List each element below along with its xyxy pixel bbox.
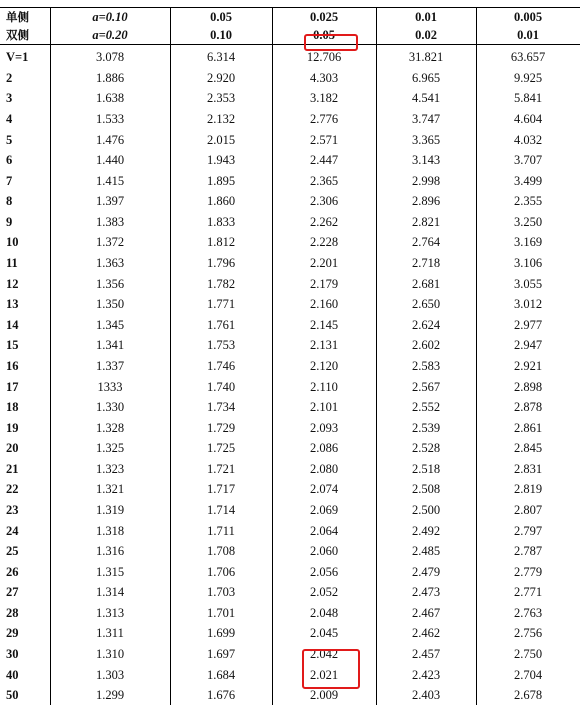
degrees-of-freedom-cell: 26 xyxy=(6,564,19,579)
one-tail-alpha: 0.01 xyxy=(376,8,476,27)
degrees-of-freedom-cell: 14 xyxy=(6,317,19,332)
table-row xyxy=(0,150,580,171)
critical-value-cell: 1.699 xyxy=(206,626,236,641)
critical-value-cell: 2.353 xyxy=(206,91,236,106)
critical-value-cell: 2.485 xyxy=(411,544,441,559)
column-divider xyxy=(476,7,477,705)
table-row xyxy=(0,129,580,150)
critical-value-cell: 3.182 xyxy=(309,91,339,106)
critical-value-cell: 3.106 xyxy=(513,256,543,271)
degrees-of-freedom-cell: 12 xyxy=(6,276,19,291)
one-tail-header-row xyxy=(0,8,580,27)
table-row xyxy=(0,561,580,582)
critical-value-cell: 1.319 xyxy=(95,503,125,517)
column-divider xyxy=(170,7,171,705)
degrees-of-freedom-cell: 22 xyxy=(6,482,19,497)
two-tail-label: 双侧 xyxy=(0,26,50,45)
degrees-of-freedom-cell: 20 xyxy=(6,441,19,456)
critical-value-cell: 1.316 xyxy=(95,544,125,559)
critical-value-cell: 1.363 xyxy=(95,256,125,271)
critical-value-cell: 2.779 xyxy=(513,564,543,579)
critical-value-cell: 2.921 xyxy=(513,358,543,373)
critical-value-cell: 2.060 xyxy=(309,544,339,559)
critical-value-cell: 1.356 xyxy=(95,276,125,291)
critical-value-cell: 1.740 xyxy=(206,379,236,394)
critical-value-cell: 31.821 xyxy=(408,50,444,65)
two-tail-header-row xyxy=(0,26,580,45)
critical-value-cell: 2.074 xyxy=(309,482,339,497)
critical-value-cell: 3.365 xyxy=(411,132,441,147)
critical-value-cell: 2.650 xyxy=(411,297,441,312)
critical-value-cell: 2.896 xyxy=(411,194,441,209)
critical-value-cell: 1.350 xyxy=(95,297,125,312)
column-divider xyxy=(272,7,273,705)
critical-value-cell: 1.415 xyxy=(95,173,125,188)
critical-value-cell: 2.567 xyxy=(411,379,441,394)
critical-value-cell: 1.533 xyxy=(95,112,125,127)
table-body xyxy=(0,45,580,706)
degrees-of-freedom-cell: 29 xyxy=(6,626,19,641)
critical-value-cell: 1.734 xyxy=(206,400,236,415)
critical-value-cell: 2.306 xyxy=(309,194,339,209)
critical-value-cell: 3.012 xyxy=(513,297,543,312)
critical-value-cell: 1.721 xyxy=(206,461,236,476)
degrees-of-freedom-cell: 15 xyxy=(6,338,19,353)
critical-value-cell: 1.476 xyxy=(95,132,125,147)
degrees-of-freedom-cell: 30 xyxy=(6,647,19,662)
critical-value-cell: 1.313 xyxy=(95,605,125,620)
critical-value-cell: 2.045 xyxy=(309,626,339,641)
table-row xyxy=(0,253,580,274)
critical-value-cell: 2.093 xyxy=(309,420,339,435)
critical-value-cell: 2.179 xyxy=(309,276,339,291)
critical-value-cell: 1.676 xyxy=(206,688,236,703)
critical-value-cell: 1.325 xyxy=(95,441,125,456)
table-row xyxy=(0,520,580,541)
critical-value-cell: 1.440 xyxy=(95,153,125,168)
critical-value-cell: 2.678 xyxy=(513,688,543,703)
critical-value-cell: 2.120 xyxy=(309,358,339,373)
critical-value-cell: 2.539 xyxy=(411,420,441,435)
degrees-of-freedom-cell: 17 xyxy=(6,379,19,394)
critical-value-cell: 1.383 xyxy=(95,214,125,229)
degrees-of-freedom-cell: 27 xyxy=(6,585,19,600)
critical-value-cell: 2.704 xyxy=(513,667,543,682)
critical-value-cell: 2.878 xyxy=(513,400,543,415)
critical-value-cell: 1.318 xyxy=(95,523,125,538)
table-row xyxy=(0,170,580,191)
critical-value-cell: 2.080 xyxy=(309,461,339,476)
critical-value-cell: 2.056 xyxy=(309,564,339,579)
critical-value-cell: 1.303 xyxy=(95,667,125,682)
critical-value-cell: 2.201 xyxy=(309,256,339,271)
critical-value-cell: 2.131 xyxy=(309,338,339,353)
critical-value-cell: 2.518 xyxy=(411,461,441,476)
critical-value-cell: 2.508 xyxy=(411,482,441,497)
table-row xyxy=(0,212,580,233)
column-divider xyxy=(376,7,377,705)
critical-value-cell: 1.315 xyxy=(95,564,125,579)
table-row xyxy=(0,45,580,68)
critical-value-cell: 1.812 xyxy=(206,235,236,250)
critical-value-cell: 2.403 xyxy=(411,688,441,703)
critical-value-cell: 1.943 xyxy=(206,153,236,168)
critical-value-cell: 2.052 xyxy=(309,585,339,600)
critical-value-cell: 1.311 xyxy=(96,626,124,641)
critical-value-cell: 2.898 xyxy=(513,379,543,394)
table-row xyxy=(0,541,580,562)
critical-value-cell: 1333 xyxy=(97,379,123,394)
critical-value-cell: 1.782 xyxy=(206,276,236,291)
critical-value-cell: 1.328 xyxy=(95,420,125,435)
critical-value-cell: 2.821 xyxy=(411,214,441,229)
table-row xyxy=(0,315,580,336)
critical-value-cell: 2.132 xyxy=(206,112,236,127)
critical-value-cell: 2.763 xyxy=(513,605,543,620)
critical-value-cell: 2.467 xyxy=(411,605,441,620)
critical-value-cell: 2.447 xyxy=(309,153,339,168)
critical-value-cell: 2.423 xyxy=(411,667,441,682)
table-row xyxy=(0,335,580,356)
critical-value-cell: 1.697 xyxy=(206,647,236,662)
table-row xyxy=(0,376,580,397)
critical-value-cell: 1.337 xyxy=(95,358,125,373)
critical-value-cell: 2.086 xyxy=(309,441,339,456)
degrees-of-freedom-cell: 2 xyxy=(6,70,13,85)
one-tail-alpha: 0.005 xyxy=(476,8,580,27)
table-row xyxy=(0,273,580,294)
critical-value-cell: 2.528 xyxy=(411,441,441,456)
critical-value-cell: 1.397 xyxy=(95,194,125,209)
two-tail-alpha: 0.02 xyxy=(376,26,476,45)
degrees-of-freedom-cell: 4 xyxy=(6,112,13,127)
critical-value-cell: 1.895 xyxy=(206,173,236,188)
critical-value-cell: 2.861 xyxy=(513,420,543,435)
critical-value-cell: 2.776 xyxy=(309,112,339,127)
table-row xyxy=(0,685,580,706)
critical-value-cell: 1.761 xyxy=(206,317,236,332)
table-row xyxy=(0,232,580,253)
critical-value-cell: 1.706 xyxy=(206,564,236,579)
critical-value-cell: 2.145 xyxy=(309,317,339,332)
degrees-of-freedom-cell: 9 xyxy=(6,214,13,229)
critical-value-cell: 1.771 xyxy=(206,297,236,312)
degrees-of-freedom-cell: 25 xyxy=(6,544,19,559)
critical-value-cell: 2.807 xyxy=(513,503,543,517)
critical-value-cell: 1.725 xyxy=(206,441,236,456)
critical-value-cell: 2.571 xyxy=(309,132,339,147)
degrees-of-freedom-cell: 10 xyxy=(6,235,19,250)
critical-value-cell: 6.965 xyxy=(411,70,441,85)
table-row xyxy=(0,191,580,212)
highlight-box-df-30-40 xyxy=(302,649,360,689)
degrees-of-freedom-cell: 23 xyxy=(6,503,19,517)
critical-value-cell: 1.323 xyxy=(95,461,125,476)
critical-value-cell: 1.729 xyxy=(206,420,236,435)
critical-value-cell: 2.602 xyxy=(411,338,441,353)
degrees-of-freedom-cell: 50 xyxy=(6,688,19,703)
critical-value-cell: 1.753 xyxy=(206,338,236,353)
critical-value-cell: 1.701 xyxy=(206,605,236,620)
critical-value-cell: 2.457 xyxy=(411,647,441,662)
two-tail-alpha: 0.10 xyxy=(170,26,272,45)
critical-value-cell: 2.845 xyxy=(513,441,543,456)
critical-value-cell: 1.314 xyxy=(95,585,125,600)
highlight-box-two-tail-0.05 xyxy=(304,34,358,51)
two-tail-alpha: 0.05 xyxy=(272,26,376,45)
critical-value-cell: 4.032 xyxy=(513,132,543,147)
critical-value-cell: 1.711 xyxy=(207,523,235,538)
critical-value-cell: 1.796 xyxy=(206,256,236,271)
critical-value-cell: 3.707 xyxy=(513,153,543,168)
table-row xyxy=(0,664,580,685)
degrees-of-freedom-cell: V=1 xyxy=(6,50,29,65)
table-row xyxy=(0,459,580,480)
degrees-of-freedom-cell: 28 xyxy=(6,605,19,620)
critical-value-cell: 2.771 xyxy=(513,585,543,600)
critical-value-cell: 2.831 xyxy=(513,461,543,476)
degrees-of-freedom-cell: 19 xyxy=(6,420,19,435)
table-row xyxy=(0,356,580,377)
critical-value-cell: 2.365 xyxy=(309,173,339,188)
table-row xyxy=(0,603,580,624)
table-row xyxy=(0,623,580,644)
critical-value-cell: 2.473 xyxy=(411,585,441,600)
table-row xyxy=(0,109,580,130)
critical-value-cell: 2.681 xyxy=(411,276,441,291)
two-tail-alpha: a=0.20 xyxy=(50,26,170,45)
critical-value-cell: 2.479 xyxy=(411,564,441,579)
table-row xyxy=(0,438,580,459)
critical-value-cell: 1.299 xyxy=(95,688,125,703)
critical-value-cell: 3.250 xyxy=(513,214,543,229)
critical-value-cell: 2.110 xyxy=(310,379,338,394)
table-row xyxy=(0,294,580,315)
degrees-of-freedom-cell: 8 xyxy=(6,194,13,209)
degrees-of-freedom-cell: 3 xyxy=(6,91,13,106)
critical-value-cell: 2.764 xyxy=(411,235,441,250)
table-row xyxy=(0,582,580,603)
critical-value-cell: 1.746 xyxy=(206,358,236,373)
one-tail-alpha: 0.025 xyxy=(272,8,376,27)
critical-value-cell: 4.541 xyxy=(411,91,441,106)
critical-value-cell: 2.977 xyxy=(513,317,543,332)
critical-value-cell: 1.310 xyxy=(95,647,125,662)
critical-value-cell: 2.064 xyxy=(309,523,339,538)
critical-value-cell: 2.160 xyxy=(309,297,339,312)
critical-value-cell: 2.920 xyxy=(206,70,236,85)
critical-value-cell: 2.021 xyxy=(309,667,339,682)
table-row xyxy=(0,68,580,89)
degrees-of-freedom-cell: 24 xyxy=(6,523,19,538)
critical-value-cell: 2.750 xyxy=(513,647,543,662)
critical-value-cell: 6.314 xyxy=(206,50,236,65)
critical-value-cell: 2.624 xyxy=(411,317,441,332)
critical-value-cell: 2.101 xyxy=(309,400,339,415)
degrees-of-freedom-cell: 11 xyxy=(6,256,18,271)
critical-value-cell: 2.355 xyxy=(513,194,543,209)
table-row xyxy=(0,500,580,521)
critical-value-cell: 1.638 xyxy=(95,91,125,106)
critical-value-cell: 3.078 xyxy=(95,50,125,65)
critical-value-cell: 1.833 xyxy=(206,214,236,229)
critical-value-cell: 12.706 xyxy=(306,50,342,65)
critical-value-cell: 2.500 xyxy=(411,503,441,517)
critical-value-cell: 1.372 xyxy=(95,235,125,250)
critical-value-cell: 1.321 xyxy=(95,482,125,497)
table-row xyxy=(0,479,580,500)
critical-value-cell: 5.841 xyxy=(513,91,543,106)
table-row xyxy=(0,417,580,438)
critical-value-cell: 1.703 xyxy=(206,585,236,600)
one-tail-alpha: 0.05 xyxy=(170,8,272,27)
critical-value-cell: 2.583 xyxy=(411,358,441,373)
critical-value-cell: 1.341 xyxy=(95,338,125,353)
critical-value-cell: 1.860 xyxy=(206,194,236,209)
critical-value-cell: 3.747 xyxy=(411,112,441,127)
critical-value-cell: 2.262 xyxy=(309,214,339,229)
column-divider xyxy=(50,7,51,705)
t-critical-values-table xyxy=(0,7,580,706)
table-row xyxy=(0,88,580,109)
critical-value-cell: 9.925 xyxy=(513,70,543,85)
critical-value-cell: 2.819 xyxy=(513,482,543,497)
critical-value-cell: 3.169 xyxy=(513,235,543,250)
critical-value-cell: 1.717 xyxy=(206,482,236,497)
critical-value-cell: 4.303 xyxy=(309,70,339,85)
one-tail-alpha: a=0.10 xyxy=(50,8,170,27)
critical-value-cell: 1.345 xyxy=(95,317,125,332)
critical-value-cell: 1.708 xyxy=(206,544,236,559)
critical-value-cell: 2.756 xyxy=(513,626,543,641)
degrees-of-freedom-cell: 18 xyxy=(6,400,19,415)
critical-value-cell: 2.787 xyxy=(513,544,543,559)
critical-value-cell: 2.228 xyxy=(309,235,339,250)
critical-value-cell: 63.657 xyxy=(510,50,546,65)
critical-value-cell: 2.042 xyxy=(309,647,339,662)
degrees-of-freedom-cell: 16 xyxy=(6,358,19,373)
critical-value-cell: 1.886 xyxy=(95,70,125,85)
two-tail-alpha: 0.01 xyxy=(476,26,580,45)
table-row xyxy=(0,644,580,665)
critical-value-cell: 2.947 xyxy=(513,338,543,353)
table-row xyxy=(0,397,580,418)
critical-value-cell: 1.330 xyxy=(95,400,125,415)
critical-value-cell: 2.552 xyxy=(411,400,441,415)
degrees-of-freedom-cell: 5 xyxy=(6,132,13,147)
degrees-of-freedom-cell: 6 xyxy=(6,153,13,168)
critical-value-cell: 2.718 xyxy=(411,256,441,271)
critical-value-cell: 2.009 xyxy=(309,688,339,703)
critical-value-cell: 4.604 xyxy=(513,112,543,127)
degrees-of-freedom-cell: 40 xyxy=(6,667,19,682)
critical-value-cell: 3.143 xyxy=(411,153,441,168)
critical-value-cell: 2.492 xyxy=(411,523,441,538)
critical-value-cell: 2.998 xyxy=(411,173,441,188)
critical-value-cell: 1.684 xyxy=(206,667,236,682)
critical-value-cell: 2.069 xyxy=(309,503,339,517)
critical-value-cell: 2.048 xyxy=(309,605,339,620)
degrees-of-freedom-cell: 13 xyxy=(6,297,19,312)
critical-value-cell: 2.462 xyxy=(411,626,441,641)
critical-value-cell: 2.015 xyxy=(206,132,236,147)
degrees-of-freedom-cell: 7 xyxy=(6,173,13,188)
degrees-of-freedom-cell: 21 xyxy=(6,461,19,476)
critical-value-cell: 1.714 xyxy=(206,503,236,517)
critical-value-cell: 2.797 xyxy=(513,523,543,538)
one-tail-label: 单侧 xyxy=(0,8,50,27)
critical-value-cell: 3.055 xyxy=(513,276,543,291)
critical-value-cell: 3.499 xyxy=(513,173,543,188)
